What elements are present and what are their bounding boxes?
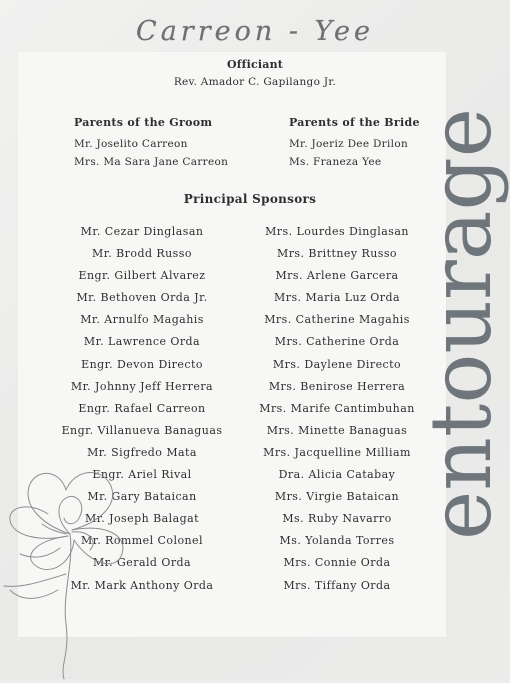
- sponsor-name: Mrs. Tiffany Orda: [283, 578, 391, 592]
- sponsor-name: Mrs. Marife Cantimbuhan: [259, 401, 415, 415]
- sponsor-name: Mrs. Maria Luz Orda: [274, 291, 400, 305]
- officiant-heading: Officiant: [226, 58, 284, 71]
- sponsor-name: Mrs. Minette Banaguas: [266, 423, 408, 437]
- bride-parent-name: Mr. Joeriz Dee Drilon: [289, 138, 409, 150]
- sponsor-name: Mr. Gary Bataican: [87, 490, 197, 504]
- sponsor-name: Mr. Gerald Orda: [92, 556, 192, 570]
- sponsor-name: Mrs. Lourdes Dinglasan: [265, 225, 409, 238]
- sponsor-name: Mrs. Connie Orda: [283, 556, 391, 570]
- sponsor-name: Engr. Villanueva Banaguas: [61, 423, 223, 437]
- sponsors-right-column: [237, 222, 437, 598]
- sponsor-name: Mr. Brodd Russo: [92, 247, 192, 261]
- bride-parents-heading: Parents of the Bride: [289, 116, 420, 129]
- sponsor-name: Mr. Johnny Jeff Herrera: [70, 379, 214, 393]
- sponsor-name: Engr. Rafael Carreon: [78, 401, 206, 415]
- sponsor-name: Mr. Joseph Balagat: [85, 512, 199, 526]
- sponsor-name: Mr. Bethoven Orda Jr.: [76, 291, 208, 305]
- couple-script-title: [0, 10, 510, 48]
- sponsor-name: Mr. Mark Anthony Orda: [70, 578, 214, 592]
- sponsor-name: Mr. Cezar Dinglasan: [80, 225, 204, 238]
- sponsor-name: Mr. Arnulfo Magahis: [80, 313, 204, 327]
- groom-parent-name: Mrs. Ma Sara Jane Carreon: [74, 156, 229, 168]
- script-title-text: Carreon - Yee: [136, 16, 374, 47]
- sponsor-name: Mrs. Catherine Magahis: [264, 313, 410, 327]
- sponsor-name: Mrs. Daylene Directo: [272, 357, 402, 371]
- sponsor-name: Dra. Alicia Catabay: [278, 468, 396, 482]
- sponsor-name: Mrs. Brittney Russo: [277, 247, 397, 261]
- sponsor-name: Mrs. Virgie Bataican: [274, 490, 400, 504]
- sponsor-name: Mrs. Arlene Garcera: [275, 269, 399, 283]
- officiant-name: Rev. Amador C. Gapilango Jr.: [173, 76, 337, 88]
- entourage-word: entourage: [412, 104, 510, 540]
- sponsor-name: Engr. Gilbert Alvarez: [78, 269, 206, 283]
- sponsor-name: Ms. Yolanda Torres: [279, 534, 395, 548]
- groom-parent-name: Mr. Joselito Carreon: [74, 138, 188, 150]
- sponsor-name: Engr. Devon Directo: [81, 357, 203, 371]
- bride-parents-block: [289, 116, 420, 171]
- bride-parent-name: Ms. Franeza Yee: [289, 156, 382, 168]
- sponsor-name: Mr. Lawrence Orda: [83, 335, 201, 349]
- groom-parents-heading: Parents of the Groom: [74, 116, 213, 129]
- sponsor-name: Mrs. Benirose Herrera: [268, 379, 406, 393]
- principal-sponsors-heading: Principal Sponsors: [183, 192, 317, 206]
- sponsor-name: Mr. Rommel Colonel: [81, 534, 203, 548]
- sponsor-name: Engr. Ariel Rival: [92, 468, 192, 482]
- sponsor-name: Mrs. Jacquelline Milliam: [263, 445, 411, 459]
- sponsor-name: Mr. Sigfredo Mata: [87, 445, 197, 459]
- groom-parents-block: [74, 116, 228, 171]
- entourage-vertical-title: [412, 96, 510, 556]
- flower-line-art-icon: [0, 464, 150, 683]
- sponsor-name: Mrs. Catherine Orda: [274, 335, 400, 349]
- sponsor-name: Ms. Ruby Navarro: [282, 512, 392, 526]
